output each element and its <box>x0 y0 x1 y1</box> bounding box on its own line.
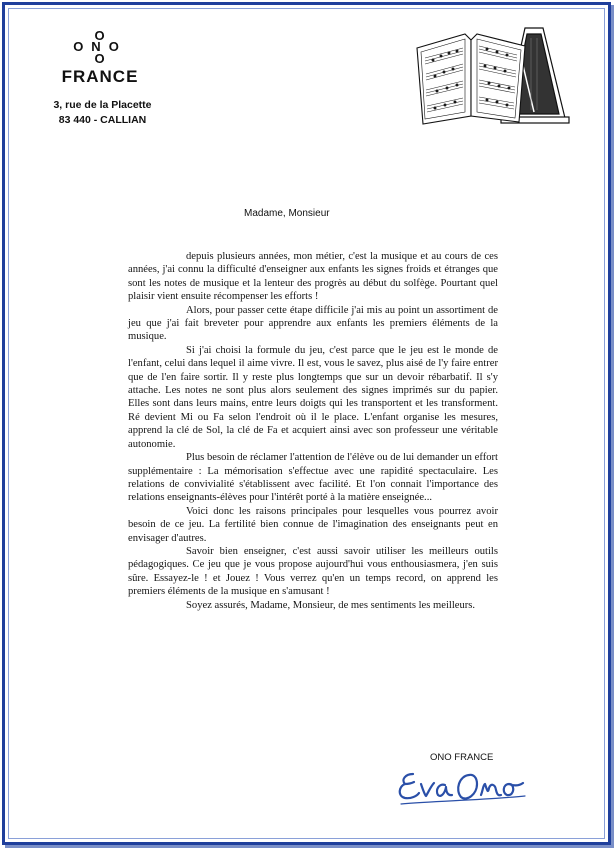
company-name: FRANCE <box>61 67 139 86</box>
letter-paragraph-6: Savoir bien enseigner, c'est aussi savoir utiliser les meilleurs outils pédagogiques. Ce jeu que je vous propose aujourd'hui vous enthousiasmera, j'en suis sûre. Essayez-le ! et Jouez ! Vous verrez qu'en un temps record, on apprend les premiers éléments de la musique en s'amusant ! <box>128 545 498 598</box>
logo-letter-bottom: O <box>94 51 106 66</box>
company-address <box>40 98 165 128</box>
handwritten-signature <box>395 766 530 808</box>
address-street: 3, rue de la Placette <box>53 99 152 111</box>
logo-letter-top: O <box>94 28 106 43</box>
letter-paragraph-3: Si j'ai choisi la formule du jeu, c'est parce que le jeu est le monde de l'enfant, celui dans lequel il aime vivre. Il est, vous le savez, plus aisé de l'y faire entrer que de l'en faire sortir. Il y reste plus longtemps que sur un devoir rébarbatif. Il s'y attache. Les notes ne sont plus alors seulement des signes imprimés sur du papier. Elles sont dans leurs mains, entre leurs doigts qui les transportent et les transforment. Ré devient Mi ou Fa selon l'endroit où il le place. L'enfant organise les mesures, apprend la clé de Sol, la clé de Fa et acquiert ainsi avec son professeur une véritable autonomie. <box>128 344 498 450</box>
letter-sender: ONO FRANCE <box>430 752 494 763</box>
address-city: 83 440 - CALLIAN <box>58 114 147 126</box>
letter-salutation: Madame, Monsieur <box>244 208 330 219</box>
letter-paragraph-4: Plus besoin de réclamer l'attention de l'élève ou de lui demander un effort supplémentaire : La mémorisation s'effectue avec une rapidité spectaculaire. Les relations de convivialité s'établissent avec facilité. Et l'on connait l'importance des relations enseignants-élèves pour l'intérêt porté à la matière enseignée... <box>128 452 498 504</box>
letter-paragraph-1: depuis plusieurs années, mon métier, c'est la musique et au cours de ces années, j'ai connu la difficulté d'enseigner aux enfants les signes froids et étranges que sont les notes de musique et la lenteur des progrès au début du solfège. Pourtant quel plaisir vient ensuite récompenser les efforts ! <box>128 251 498 303</box>
company-logo <box>60 30 140 87</box>
sheet-music-metronome-icon <box>413 20 578 128</box>
logo-letters-middle: ONO <box>73 39 127 54</box>
letter-paragraph-7: Soyez assurés, Madame, Monsieur, de mes sentiments les meilleurs. <box>186 599 476 611</box>
letter-body <box>128 250 498 612</box>
letter-paragraph-2: Alors, pour passer cette étape difficile j'ai mis au point un assortiment de jeu que j'ai fait breveter pour apprendre aux enfants les premiers éléments de la musique. <box>128 304 498 343</box>
letter-paragraph-5: Voici donc les raisons principales pour lesquelles vous pourrez avoir besoin de ce jeu. La fertilité bien connue de l'imagination des enseignants peut en envisager d'autres. <box>128 505 498 544</box>
